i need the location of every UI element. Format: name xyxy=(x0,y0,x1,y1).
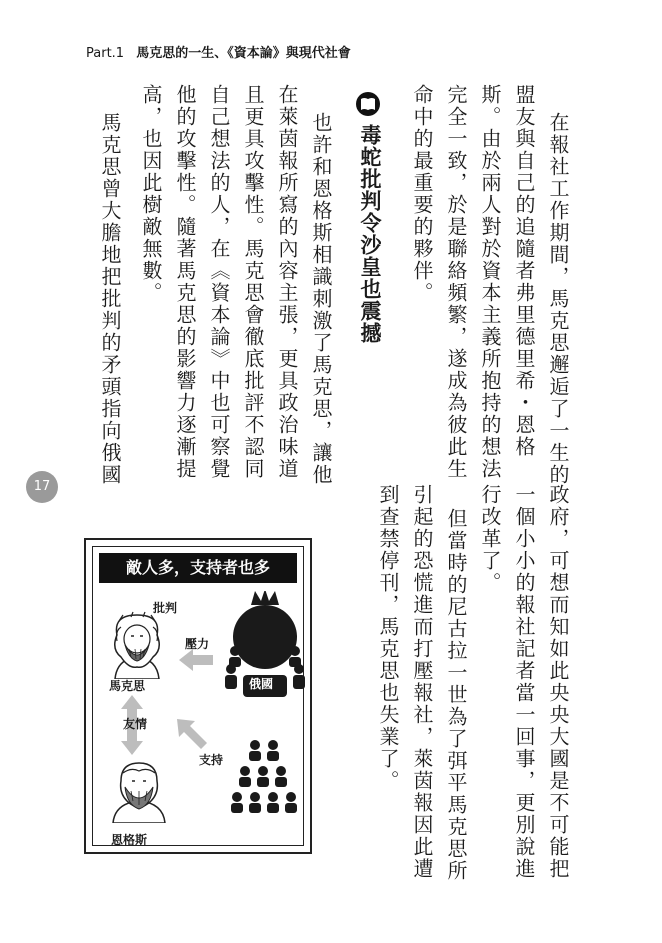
marx-portrait xyxy=(101,609,173,679)
text-column-10: 他的攻擊性。隨著馬克思的影響力逐漸提 xyxy=(173,84,197,480)
text-column-8: 且更具攻擊性。馬克思會徹底批評不認同 xyxy=(241,84,265,480)
support-label: 支持 xyxy=(199,753,224,767)
text-column-18: 到查禁停刊，馬克思也失業了。 xyxy=(376,484,400,792)
part-label: Part.1 xyxy=(86,46,125,61)
text-column-9: 自己想法的人，在《資本論》中也可察覺 xyxy=(207,84,231,480)
marx-label: 馬克思 xyxy=(109,679,146,693)
text-column-12: 馬克思曾大膽地把批判的矛頭指向俄國 xyxy=(98,112,122,486)
section-heading: 毒蛇批判令沙皇也震撼 xyxy=(358,124,382,344)
friendship-label: 友情 xyxy=(123,717,148,731)
text-column-5: 命中的最重要的夥伴。 xyxy=(410,84,434,304)
text-column-6: 也許和恩格斯相識刺激了馬克思，讓他 xyxy=(309,112,333,486)
text-column-2: 盟友與自己的追隨者弗里德里希・恩格 xyxy=(512,84,536,458)
text-column-1: 在報社工作期間，馬克思邂逅了一生的 xyxy=(546,112,570,486)
page-number: 17 xyxy=(26,471,58,503)
engels-portrait xyxy=(105,759,173,823)
figure-frame xyxy=(92,546,304,846)
running-header xyxy=(86,42,351,61)
text-column-11: 高，也因此樹敵無數。 xyxy=(139,84,163,304)
pressure-arrow-icon xyxy=(179,649,213,671)
pressure-label: 壓力 xyxy=(185,637,210,651)
text-column-4: 完全一致，於是聯絡頻繁，遂成為彼此生 xyxy=(444,84,468,480)
chapter-title: 馬克思的一生、《資本論》與現代社會 xyxy=(136,46,351,61)
text-column-14: 一個小小的報社記者當一回事，更別說進 xyxy=(512,484,536,880)
text-column-15: 行改革了。 xyxy=(478,484,502,594)
text-column-7: 在萊茵報所寫的內容主張，更具政治味道 xyxy=(275,84,299,480)
criticism-label: 批判 xyxy=(153,601,178,615)
illustration-figure xyxy=(84,538,312,854)
text-column-16: 但當時的尼古拉一世為了弭平馬克思所 xyxy=(444,508,468,882)
supporters-crowd xyxy=(227,739,307,825)
support-arrow-icon xyxy=(177,719,207,749)
engels-label: 恩格斯 xyxy=(111,833,148,847)
figure-title: 敵人多，支持者也多 xyxy=(99,553,297,583)
russia-label: 俄國 xyxy=(249,677,274,691)
text-column-3: 斯。由於兩人對於資本主義所抱持的想法 xyxy=(478,84,502,480)
text-column-13: 政府，可想而知如此央央大國是不可能把 xyxy=(546,484,570,880)
book-icon xyxy=(356,92,380,116)
text-column-17: 引起的恐慌進而打壓報社，萊茵報因此遭 xyxy=(410,484,434,880)
